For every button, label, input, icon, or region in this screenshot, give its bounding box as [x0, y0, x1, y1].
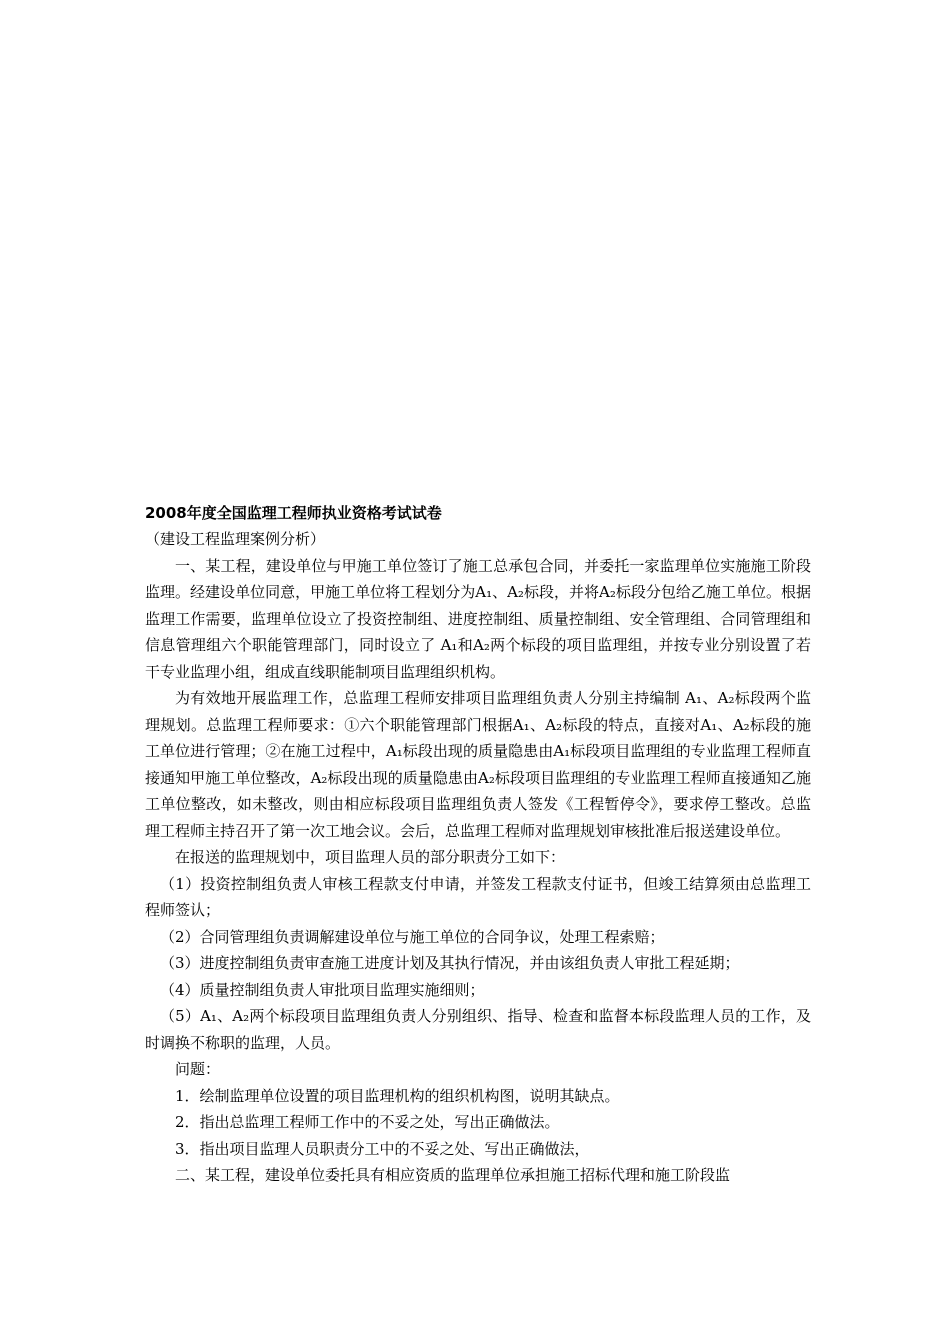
duties-intro-paragraph: 在报送的监理规划中，项目监理人员的部分职责分工如下：: [175, 848, 566, 866]
document-content: [145, 500, 811, 1189]
document-subtitle: （建设工程监理案例分析）: [145, 530, 326, 548]
document-title: 2008年度全国监理工程师执业资格考试试卷: [145, 504, 442, 522]
question-item: 1．绘制监理单位设置的项目监理机构的组织机构图，说明其缺点。: [175, 1086, 620, 1105]
duty-item: （5）A₁、A₂两个标段项目监理组负责人分别组织、指导、检查和监督本标段监理人员的工作，及时调换不称职的监理，人员。: [145, 1007, 811, 1052]
questions-label: 问题：: [175, 1060, 221, 1078]
duty-item: （4）质量控制组负责人审批项目监理实施细则；: [160, 980, 485, 999]
duty-item: （1）投资控制组负责人审核工程款支付申请，并签发工程款支付证书，但竣工结算须由总监理工程师签认；: [145, 874, 811, 919]
question-item: 3．指出项目监理人员职责分工中的不妥之处、写出正确做法，: [175, 1139, 590, 1158]
case-description-paragraph: 一、某工程，建设单位与甲施工单位签订了施工总承包合同，并委托一家监理单位实施施工阶段监理。经建设单位同意，甲施工单位将工程划分为A₁、A₂标段，并将A₂标段分包给乙施工单位。根据监理工作需要，监理单位设立了投资控制组、进度控制组、质量控制组、安全管理组、合同管理组和信息管理组六个职能管理部门，同时设立了 A₁和A₂两个标段的项目监理组，并按专业分别设置了若干专业监理小组，组成直线职能制项目监理组织机构。: [145, 556, 811, 681]
duty-item: （3）进度控制组负责审查施工进度计划及其执行情况，并由该组负责人审批工程延期；: [160, 954, 740, 972]
chief-engineer-paragraph: 为有效地开展监理工作，总监理工程师安排项目监理组负责人分别主持编制 A₁、A₂标段两个监理规划。总监理工程师要求：①六个职能管理部门根据A₁、A₂标段的特点，直接对A₁、A₂标段的施工单位进行管理；②在施工过程中，A₁标段出现的质量隐患由A₁标段项目监理组的专业监理工程师直接通知甲施工单位整改，A₂标段出现的质量隐患由A₂标段项目监理组的专业监理工程师直接通知乙施工单位整改，如未整改，则由相应标段项目监理组负责人签发《工程暂停令》，要求停工整改。总监理工程师主持召开了第一次工地会议。会后，总监理工程师对监理规划审核批准后报送建设单位。: [145, 689, 811, 840]
question-item: 2．指出总监理工程师工作中的不妥之处，写出正确做法。: [175, 1113, 560, 1131]
duty-item: （2）合同管理组负责调解建设单位与施工单位的合同争议，处理工程索赔；: [160, 927, 665, 946]
next-section-paragraph: 二、某工程，建设单位委托具有相应资质的监理单位承担施工招标代理和施工阶段监: [175, 1166, 731, 1184]
